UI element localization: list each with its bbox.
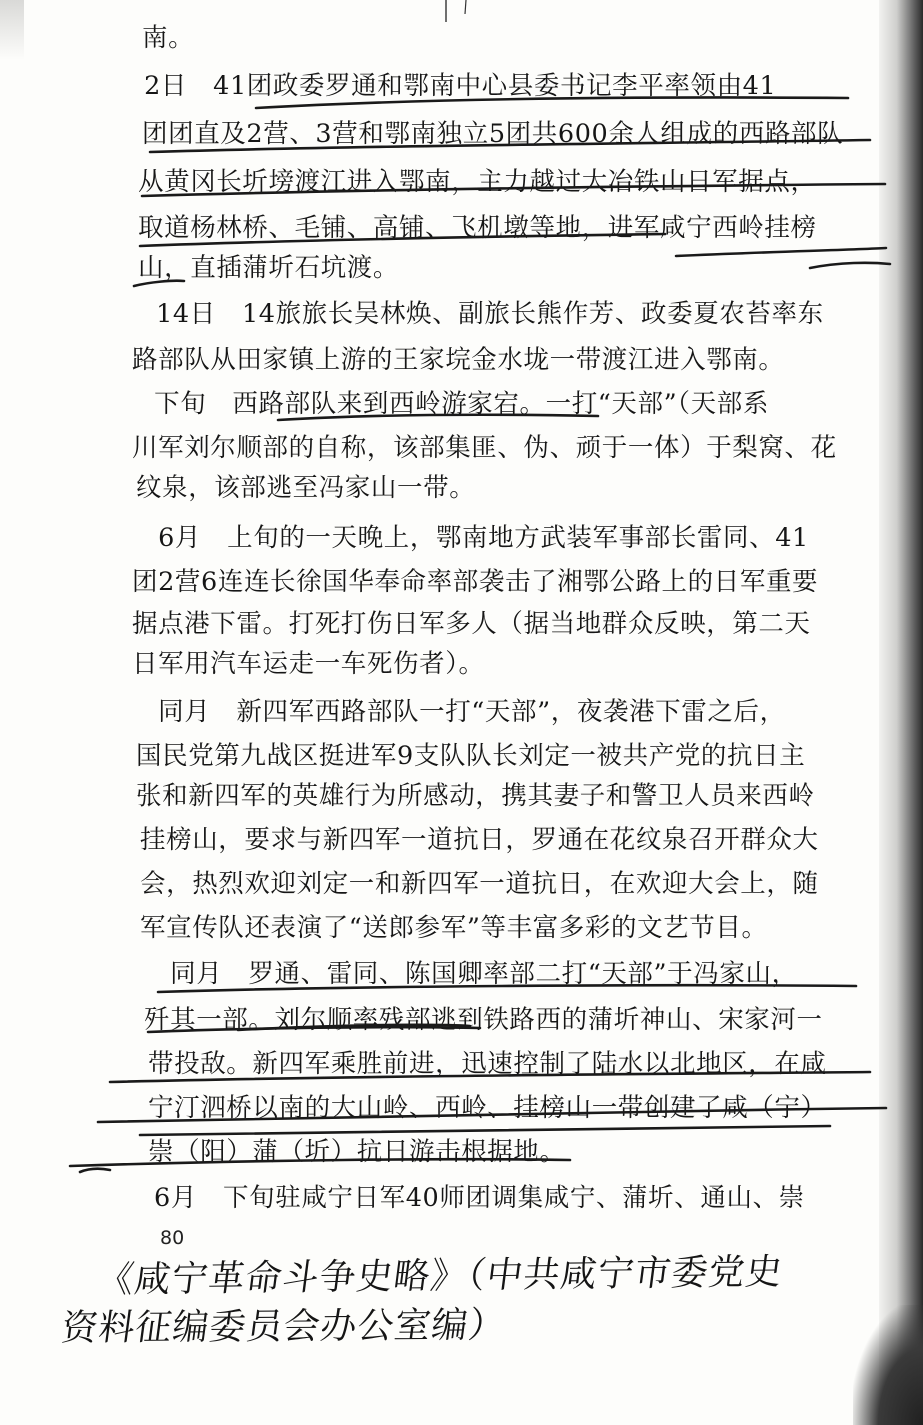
text-line: 国民党第九战区挺进军9支队队长刘定一被共产党的抗日主 [136, 741, 806, 771]
text-line: 6月 下旬驻咸宁日军40师团调集咸宁、蒲圻、通山、崇 [154, 1183, 805, 1213]
text-line: 据点港下雷。打死打伤日军多人（据当地群众反映，第二天 [132, 609, 811, 639]
scan-edge-shadow [0, 0, 24, 60]
text-line: 挂榜山，要求与新四军一道抗日，罗通在花纹泉召开群众大 [140, 825, 819, 855]
top-scan-marks [440, 0, 474, 26]
text-line: 军宣传队还表演了“送郎参军”等丰富多彩的文艺节目。 [140, 913, 768, 943]
text-line: 日军用汽车运走一车死伤者）。 [132, 649, 485, 679]
text-line: 6月 上旬的一天晚上，鄂南地方武装军事部长雷同、41 [132, 523, 809, 553]
text-line: 川军刘尔顺部的自称，该部集匪、伪、顽于一体）于梨窝、花 [132, 433, 837, 463]
pen-underline [676, 248, 886, 256]
text-line: 同月 罗通、雷同、陈国卿率部二打“天部”于冯家山， [144, 959, 798, 989]
text-line: 团2营6连连长徐国华奉命率部袭击了湘鄂公路上的日军重要 [132, 567, 819, 597]
text-line: 同月 新四军西路部队一打“天部”，夜袭港下雷之后， [132, 697, 786, 727]
text-line: 带投敌。新四军乘胜前进，迅速控制了陆水以北地区，在咸 [148, 1049, 827, 1079]
pen-underline [80, 1169, 110, 1172]
text-line: 从黄冈长圻塝渡江进入鄂南，主力越过大冶铁山日军据点， [138, 167, 817, 197]
text-line: 张和新四军的英雄行为所感动，携其妻子和警卫人员来西岭 [136, 781, 815, 811]
text-line: 取道杨林桥、毛铺、高铺、飞机墩等地，进军咸宁西岭挂榜 [138, 213, 817, 243]
text-line: 14日 14旅旅长吴林焕、副旅长熊作芳、政委夏农苔率东 [130, 299, 824, 329]
handwritten-source-note: 资料征编委员会办公室编） [58, 1304, 509, 1350]
pen-underline [810, 263, 890, 268]
text-line: 纹泉，该部逃至冯家山一带。 [136, 473, 476, 503]
handwritten-source-note: 《咸宁革命斗争史略》（中共咸宁市委党史 [94, 1251, 786, 1302]
text-line: 会，热烈欢迎刘定一和新四军一道抗日，在欢迎大会上，随 [140, 869, 819, 899]
text-line: 2日 41团政委罗通和鄂南中心县委书记李平率领由41 [118, 71, 777, 101]
page-edge-shadow [879, 0, 923, 1425]
text-line: 崇（阳）蒲（圻）抗日游击根据地。 [148, 1137, 566, 1167]
text-line: 下旬 西路部队来到西岭游家宕。一打“天部”（天部系 [128, 389, 769, 419]
text-line: 南。 [142, 23, 195, 53]
text-line: 歼其一部。刘尔顺率残部逃到铁路西的蒲圻神山、宋家河一 [144, 1005, 823, 1035]
page-corner-shadow [853, 1305, 923, 1425]
text-line: 山，直插蒲圻石坑渡。 [138, 253, 400, 283]
text-line: 路部队从田家镇上游的王家垸金水垅一带渡江进入鄂南。 [132, 345, 785, 375]
text-line: 宁汀泗桥以南的大山岭、西岭、挂榜山一带创建了咸（宁） [148, 1093, 827, 1123]
text-line: 团团直及2营、3营和鄂南独立5团共600余人组成的西路部队 [142, 119, 844, 149]
page-number: 80 [160, 1227, 185, 1249]
